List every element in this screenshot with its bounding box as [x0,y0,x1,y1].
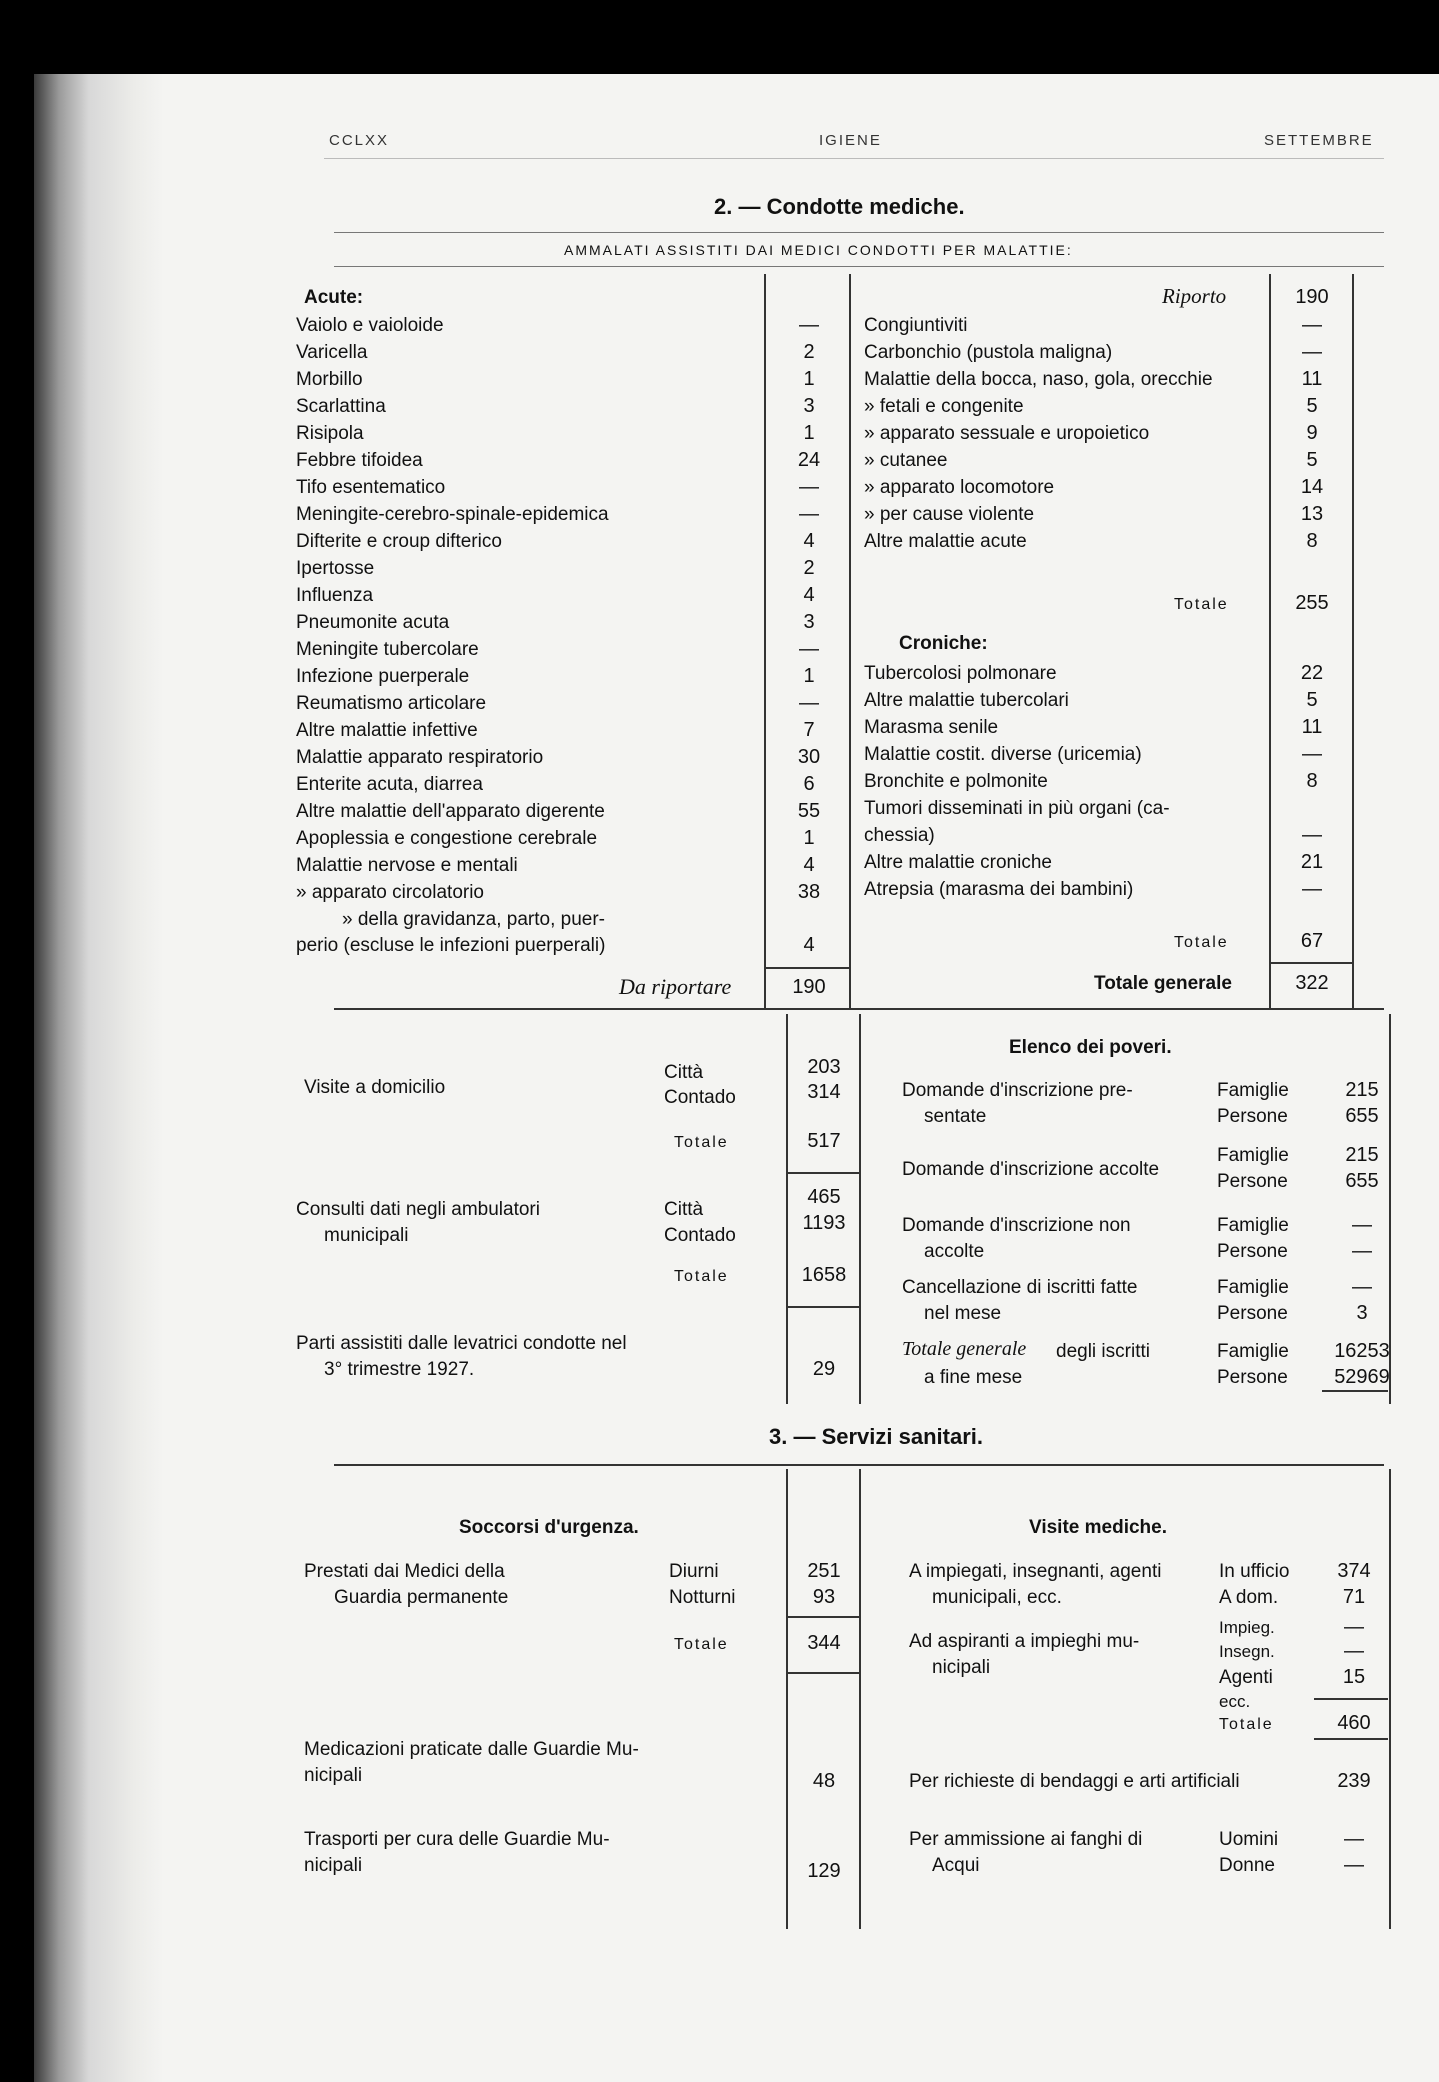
parti-line2: 3° trimestre 1927. [324,1359,475,1380]
poveri-r3f: — [1352,1214,1372,1236]
riporto-value: 190 [1295,286,1329,308]
visite-impieg: Impieg. [1219,1618,1275,1637]
rule [334,1008,1384,1010]
rule [766,967,850,969]
visite-a2: municipali, ecc. [932,1587,1062,1608]
visite-citta: Città [664,1062,704,1083]
poveri-r5p: 52969 [1334,1366,1390,1388]
row-value: — [1302,878,1322,900]
row-value: 3 [803,611,815,633]
visite-mediche-title: Visite mediche. [1029,1517,1167,1538]
da-riportare-label: Da riportare [619,974,732,999]
poveri-r1b: sentate [924,1106,987,1127]
visite-totale-value: 517 [807,1130,841,1152]
row-label: Enterite acuta, diarrea [296,774,483,795]
row-value: — [799,692,819,714]
rule [1314,1698,1388,1700]
fanghi-line1: Per ammissione ai fanghi di [909,1829,1143,1850]
poveri-r1-persone: Persone [1217,1106,1288,1127]
poveri-r1-famiglie: Famiglie [1217,1080,1289,1101]
poveri-r4f: — [1352,1276,1372,1298]
row-label: Tifo esentematico [296,477,446,498]
soccorsi-line2: Guardia permanente [334,1587,509,1608]
visite-contado: Contado [664,1087,736,1108]
row-label: Altre malattie infettive [296,720,478,741]
visite-insegn-value: — [1344,1640,1364,1662]
poveri-r4p: 3 [1356,1302,1368,1324]
rule [334,232,1384,233]
poveri-r1f: 215 [1345,1079,1379,1101]
consulti-totale-value: 1658 [801,1264,847,1286]
visite-ecc: ecc. [1219,1692,1251,1711]
col-rule [1389,1469,1391,1929]
col-rule [859,1014,861,1404]
row-label: Tumori disseminati in più organi (ca- [864,798,1170,819]
da-riportare-value: 190 [792,976,826,998]
row-value: 1 [803,368,815,390]
trasporti-value: 129 [807,1860,841,1882]
visite-totale-value: 460 [1337,1712,1371,1734]
header-rule [324,158,1384,159]
soccorsi-diurni: Diurni [669,1561,719,1582]
acute-totale-label: Totale [1174,596,1229,613]
page-number: CCLXX [329,132,390,149]
row-label: Reumatismo articolare [296,693,487,714]
row-label: Bronchite e polmonite [864,771,1048,792]
fanghi-uomini: Uomini [1219,1829,1279,1850]
poveri-r3-famiglie: Famiglie [1217,1215,1289,1236]
visite-agenti: Agenti [1219,1667,1273,1688]
bendaggi-label: Per richieste di bendaggi e arti artificiali [909,1771,1240,1792]
row-label: » per cause violente [864,504,1035,525]
col-rule [786,1469,788,1929]
visite-a1: A impiegati, insegnanti, agenti [909,1561,1162,1582]
visite-agenti-value: 15 [1342,1666,1366,1688]
poveri-r3b: accolte [924,1241,985,1262]
row-label: Scarlattina [296,396,386,417]
row-value: — [799,638,819,660]
section-2-subtitle: AMMALATI ASSISTITI DAI MEDICI CONDOTTI PER MALATTIE: [564,242,1073,258]
poveri-r4-famiglie: Famiglie [1217,1277,1289,1298]
visite-insegn: Insegn. [1219,1642,1275,1661]
row-label: » cutanee [864,450,948,471]
rule [788,1616,860,1618]
row-label: » apparato sessuale e uropoietico [864,423,1150,444]
row-label: Febbre tifoidea [296,450,423,471]
row-value: 9 [1306,422,1318,444]
row-label: Altre malattie croniche [864,852,1052,873]
consulti-citta-value: 465 [807,1186,841,1208]
visite-b1: Ad aspiranti a impieghi mu- [909,1631,1140,1652]
consulti-citta: Città [664,1199,704,1220]
row-value: 1 [803,827,815,849]
visite-totale-label: Totale [1219,1716,1274,1733]
row-value: 8 [1306,530,1318,552]
poveri-r5f: 16253 [1334,1340,1390,1362]
row-label: Malattie apparato respiratorio [296,747,544,768]
row-label: Malattie della bocca, naso, gola, orecchie [864,369,1213,390]
row-value: — [799,476,819,498]
soccorsi-totale-label: Totale [674,1636,729,1653]
poveri-r3-persone: Persone [1217,1241,1288,1262]
rule [334,266,1384,267]
fanghi-line2: Acqui [932,1855,980,1876]
visite-dom-value: 71 [1342,1586,1366,1608]
row-label: Marasma senile [864,717,999,738]
visite-contado-value: 314 [807,1081,841,1103]
row-value: — [1302,824,1322,846]
row-value: — [799,314,819,336]
row-label: » apparato circolatorio [296,882,484,903]
row-value: 5 [1306,395,1318,417]
row-value: 4 [803,584,815,606]
section-3-title: 3. — Servizi sanitari. [769,1424,983,1449]
visite-impieg-value: — [1344,1616,1364,1638]
row-label: Meningite-cerebro-spinale-epidemica [296,504,609,525]
row-label: Malattie nervose e mentali [296,855,518,876]
visite-a-dom: A dom. [1219,1587,1279,1608]
row-label: Altre malattie dell'apparato digerente [296,801,605,822]
row-value: — [1302,314,1322,336]
poveri-r1p: 655 [1345,1105,1379,1127]
visite-b2: nicipali [932,1657,991,1678]
row-value: 21 [1300,851,1324,873]
poveri-r5-famiglie: Famiglie [1217,1341,1289,1362]
poveri-r2-persone: Persone [1217,1171,1288,1192]
soccorsi-title: Soccorsi d'urgenza. [459,1517,639,1538]
row-value: — [1302,743,1322,765]
row-label: Tubercolosi polmonare [864,663,1057,684]
row-value: 11 [1301,716,1323,738]
gravidanza-line2: perio (escluse le infezioni puerperali) [296,935,606,956]
rule [1271,962,1353,964]
row-label: Apoplessia e congestione cerebrale [296,828,598,849]
row-value: 8 [1306,770,1318,792]
col-rule [764,274,766,1010]
row-value: 1 [803,422,815,444]
acute-totale-value: 255 [1295,592,1329,614]
row-value: 4 [803,530,815,552]
soccorsi-line1: Prestati dai Medici della [304,1561,505,1582]
rule [788,1172,860,1174]
row-label: Congiuntiviti [864,315,968,336]
running-title: IGIENE [819,132,882,149]
totale-generale-label: Totale generale [1094,973,1232,994]
trasporti-line1: Trasporti per cura delle Guardie Mu- [304,1829,610,1850]
row-value: 55 [797,800,821,822]
row-value: 13 [1300,503,1324,525]
riporto-label: Riporto [1162,284,1227,308]
col-rule [786,1014,788,1404]
poveri-r4-persone: Persone [1217,1303,1288,1324]
row-value: — [1302,341,1322,363]
rule [334,1464,1384,1466]
row-label: Varicella [296,342,368,363]
row-label: Risipola [296,423,364,444]
soccorsi-totale-value: 344 [807,1632,841,1654]
totale-generale-value: 322 [1295,972,1329,994]
section-2-title: 2. — Condotte mediche. [714,194,965,219]
croniche-totale-value: 67 [1300,930,1324,952]
consulti-contado-value: 1193 [802,1212,846,1234]
row-label: Infezione puerperale [296,666,470,687]
row-value: 24 [797,449,821,471]
row-value: 5 [1306,689,1318,711]
bendaggi-value: 239 [1337,1770,1371,1792]
row-value: 22 [1300,662,1324,684]
running-month: SETTEMBRE [1264,132,1374,149]
trasporti-line2: nicipali [304,1855,363,1876]
gravidanza-line1: » della gravidanza, parto, puer- [342,909,605,930]
poveri-r4b: nel mese [924,1303,1002,1324]
rule [1314,1738,1388,1740]
row-label: Malattie costit. diverse (uricemia) [864,744,1142,765]
row-value: 6 [803,773,815,795]
row-value: 5 [1306,449,1318,471]
row-label: Carbonchio (pustola maligna) [864,342,1113,363]
row-label: chessia) [864,825,935,846]
poveri-title: Elenco dei poveri. [1009,1037,1172,1058]
col-rule [1352,274,1354,1010]
parti-value: 29 [812,1358,836,1380]
medicazioni-line1: Medicazioni praticate dalle Guardie Mu- [304,1739,639,1760]
row-label: Altre malattie acute [864,531,1027,552]
poveri-r5b: a fine mese [924,1367,1023,1388]
visite-in-ufficio: In ufficio [1219,1561,1290,1582]
col-rule [849,274,851,1010]
poveri-r2p: 655 [1345,1170,1379,1192]
visite-label: Visite a domicilio [304,1077,446,1098]
poveri-r2-famiglie: Famiglie [1217,1145,1289,1166]
row-label: Influenza [296,585,374,606]
visite-citta-value: 203 [807,1056,841,1078]
row-value: 4 [803,854,815,876]
rule [788,1306,860,1308]
consulti-line2: municipali [324,1225,409,1246]
poveri-r1a: Domande d'inscrizione pre- [902,1080,1133,1101]
col-rule [1269,274,1271,1010]
visite-uff-value: 374 [1337,1560,1371,1582]
poveri-r5-italic: Totale generale [902,1338,1027,1360]
row-label: » apparato locomotore [864,477,1055,498]
fanghi-donne: Donne [1219,1855,1275,1876]
row-label: Altre malattie tubercolari [864,690,1069,711]
consulti-line1: Consulti dati negli ambulatori [296,1199,540,1220]
row-value: — [799,503,819,525]
consulti-contado: Contado [664,1225,736,1246]
rule [788,1672,860,1674]
soccorsi-diurni-value: 251 [807,1560,841,1582]
row-value: 2 [803,557,815,579]
fanghi-uomini-value: — [1344,1828,1364,1850]
row-value: 38 [797,881,821,903]
acute-heading: Acute: [304,287,364,308]
medicazioni-line2: nicipali [304,1765,363,1786]
poveri-r3p: — [1352,1240,1372,1262]
croniche-heading: Croniche: [899,633,988,654]
row-value: 3 [803,395,815,417]
row-label: Meningite tubercolare [296,639,479,660]
croniche-totale-label: Totale [1174,934,1229,951]
consulti-totale-label: Totale [674,1268,729,1285]
col-rule [859,1469,861,1929]
parti-line1: Parti assistiti dalle levatrici condotte nel [296,1333,627,1354]
row-value: 1 [803,665,815,687]
row-value: 7 [803,719,815,741]
row-value: 2 [803,341,815,363]
poveri-r3a: Domande d'inscrizione non [902,1215,1131,1236]
row-value: 11 [1301,368,1323,390]
fanghi-donne-value: — [1344,1854,1364,1876]
poveri-r2f: 215 [1345,1144,1379,1166]
poveri-r4a: Cancellazione di iscritti fatte [902,1277,1138,1298]
poveri-r5-persone: Persone [1217,1367,1288,1388]
row-value: 14 [1300,476,1324,498]
soccorsi-notturni-value: 93 [812,1586,836,1608]
visite-totale-label: Totale [674,1134,729,1151]
row-label: Atrepsia (marasma dei bambini) [864,879,1134,900]
row-label: Pneumonite acuta [296,612,450,633]
book-binding [34,74,164,2082]
medicazioni-value: 48 [812,1770,836,1792]
row-label: Morbillo [296,369,363,390]
row-value: 30 [797,746,821,768]
row-label: » fetali e congenite [864,396,1024,417]
page [34,74,1439,2082]
poveri-r2: Domande d'inscrizione accolte [902,1159,1160,1180]
row-label: Difterite e croup difterico [296,531,502,552]
gravidanza-value: 4 [803,934,815,956]
rule [1322,1390,1388,1392]
row-label: Vaiolo e vaioloide [296,315,444,336]
poveri-r5a: degli iscritti [1056,1341,1150,1362]
soccorsi-notturni: Notturni [669,1587,736,1608]
row-label: Ipertosse [296,558,375,579]
